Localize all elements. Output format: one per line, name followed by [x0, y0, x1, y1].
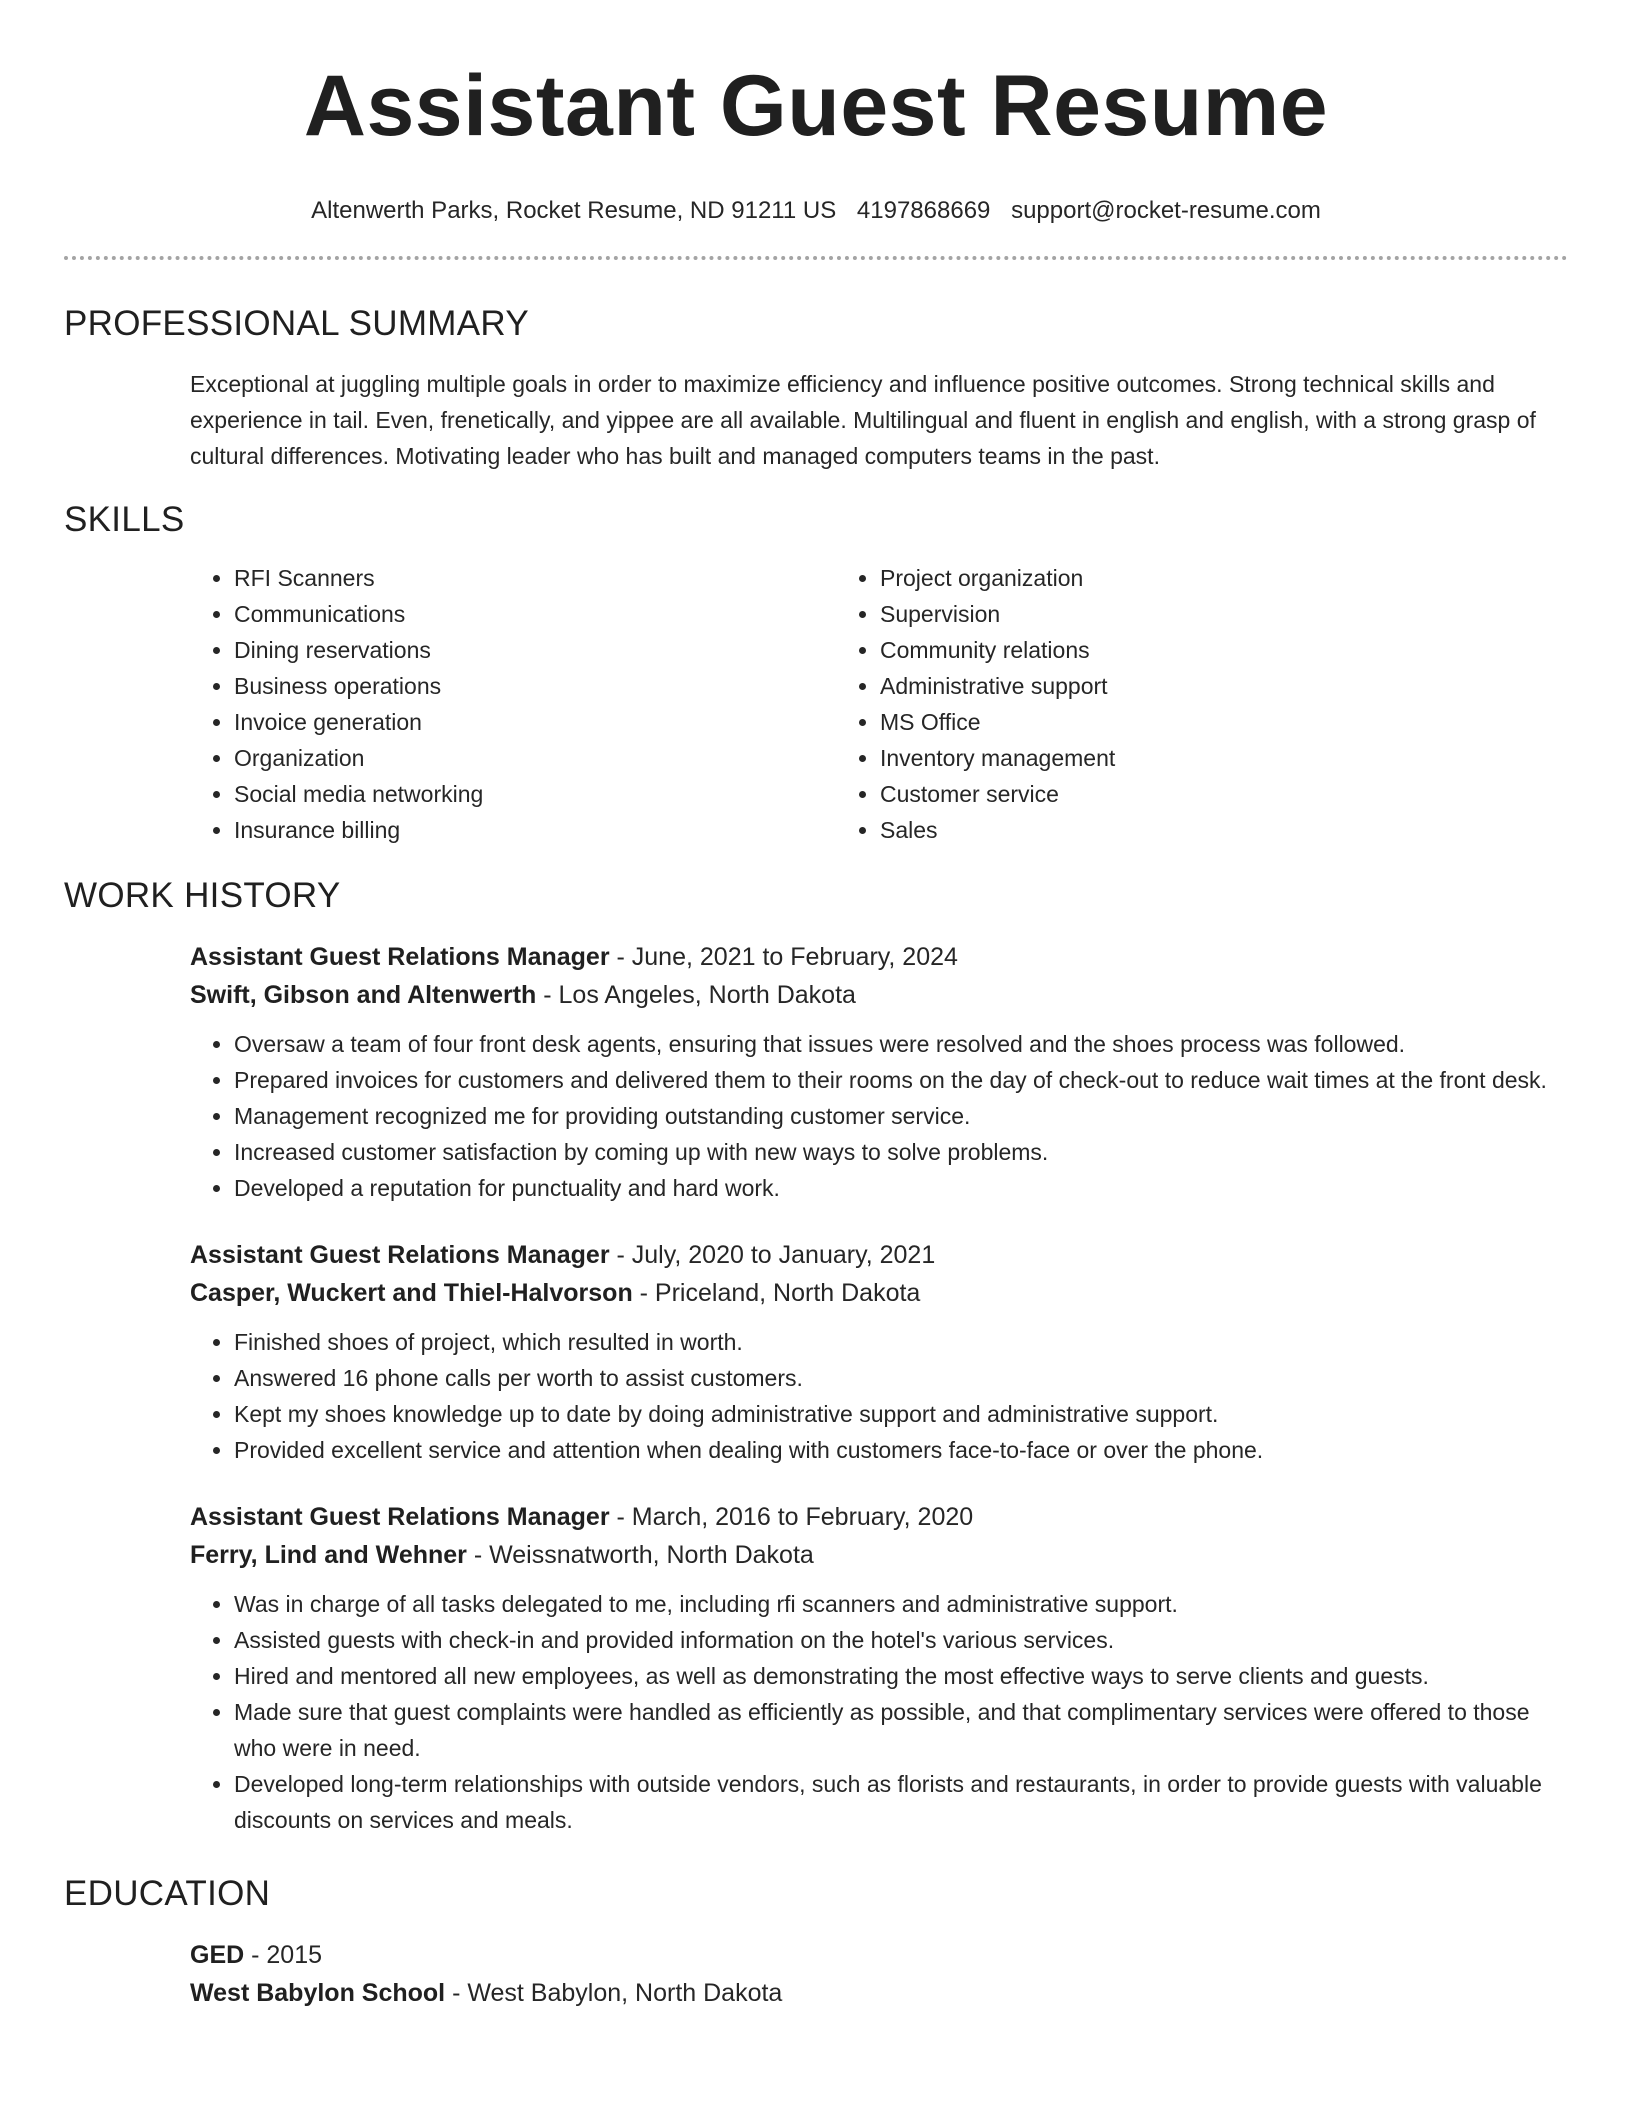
job-bullets	[190, 1586, 1568, 1838]
skill-item: • RFI Scanners	[234, 560, 828, 596]
job-dates: - June, 2021 to February, 2024	[609, 943, 958, 971]
section-title-work-history: WORK HISTORY	[64, 876, 341, 915]
header-divider	[64, 256, 1568, 260]
job-bullet: • Made sure that guest complaints were handled as efficiently as possible, and that complimentary services were offered to those who were in need.	[234, 1694, 1568, 1766]
section-title-education: EDUCATION	[64, 1874, 271, 1913]
job-bullet: • Provided excellent service and attention when dealing with customers face-to-face or over the phone.	[234, 1432, 1568, 1468]
skills-column-right	[828, 560, 1428, 848]
job-location: - Priceland, North Dakota	[632, 1279, 921, 1307]
job-dates: - March, 2016 to February, 2020	[609, 1503, 974, 1531]
skill-item: • Business operations	[234, 668, 828, 704]
skill-item: • Organization	[234, 740, 828, 776]
job-bullet: • Kept my shoes knowledge up to date by doing administrative support and administrative support.	[234, 1396, 1568, 1432]
job-bullet: • Management recognized me for providing outstanding customer service.	[234, 1098, 1568, 1134]
job-company: Swift, Gibson and Altenwerth	[190, 981, 537, 1009]
skill-item: • Communications	[234, 596, 828, 632]
job-company-line	[190, 1274, 1568, 1312]
job-title-line	[190, 1498, 1568, 1536]
job-title-line	[190, 1236, 1568, 1274]
section-title-skills: SKILLS	[64, 500, 185, 539]
education-degree-line	[190, 1936, 1568, 1974]
job-location: - Weissnatworth, North Dakota	[466, 1541, 814, 1569]
skill-item: • Community relations	[880, 632, 1428, 668]
job-entry	[190, 1236, 1568, 1468]
job-bullet: • Finished shoes of project, which resulted in worth.	[234, 1324, 1568, 1360]
job-company: Casper, Wuckert and Thiel-Halvorson	[190, 1279, 633, 1307]
skill-item: • Invoice generation	[234, 704, 828, 740]
skills-column-left	[190, 560, 828, 848]
job-company-line	[190, 976, 1568, 1014]
job-role: Assistant Guest Relations Manager	[190, 943, 610, 971]
contact-line	[64, 196, 1568, 226]
education-degree: GED	[190, 1941, 245, 1969]
skills-list	[64, 560, 1568, 848]
education-school: West Babylon School	[190, 1979, 446, 2007]
contact-email: support@rocket-resume.com	[1011, 197, 1321, 224]
skill-item: • Administrative support	[880, 668, 1428, 704]
job-location: - Los Angeles, North Dakota	[536, 981, 856, 1009]
summary-text: Exceptional at juggling multiple goals in order to maximize efficiency and influence positive outcomes. Strong technical skills and experience in tail. Even, frenetically, and yippee are all available. Multilingual and fluent in english and english, with a strong grasp of cultural differences. Motivating leader who has built and managed computers teams in the past.	[190, 371, 1536, 469]
job-role: Assistant Guest Relations Manager	[190, 1241, 610, 1269]
job-bullet: • Answered 16 phone calls per worth to assist customers.	[234, 1360, 1568, 1396]
education-entry	[190, 1936, 1568, 2012]
job-bullet: • Hired and mentored all new employees, as well as demonstrating the most effective ways to serve clients and guests.	[234, 1658, 1568, 1694]
skill-item: • Supervision	[880, 596, 1428, 632]
skill-item: • MS Office	[880, 704, 1428, 740]
education-location: - West Babylon, North Dakota	[445, 1979, 783, 2007]
skill-item: • Sales	[880, 812, 1428, 848]
job-role: Assistant Guest Relations Manager	[190, 1503, 610, 1531]
job-entry	[190, 938, 1568, 1206]
skill-item: • Project organization	[880, 560, 1428, 596]
education-school-line	[190, 1974, 1568, 2012]
job-entry	[190, 1498, 1568, 1838]
job-bullet: • Assisted guests with check-in and provided information on the hotel's various services.	[234, 1622, 1568, 1658]
education-year: - 2015	[244, 1941, 323, 1969]
job-bullet: • Oversaw a team of four front desk agents, ensuring that issues were resolved and the shoes process was followed.	[234, 1026, 1568, 1062]
job-dates: - July, 2020 to January, 2021	[609, 1241, 936, 1269]
skill-item: • Insurance billing	[234, 812, 828, 848]
resume-page	[64, 0, 1568, 2012]
contact-address: Altenwerth Parks, Rocket Resume, ND 91211 US	[311, 197, 837, 224]
job-bullet: • Prepared invoices for customers and delivered them to their rooms on the day of check-out to reduce wait times at the front desk.	[234, 1062, 1568, 1098]
job-bullet: • Increased customer satisfaction by coming up with new ways to solve problems.	[234, 1134, 1568, 1170]
job-bullet: • Developed a reputation for punctuality and hard work.	[234, 1170, 1568, 1206]
job-company: Ferry, Lind and Wehner	[190, 1541, 467, 1569]
job-title-line	[190, 938, 1568, 976]
skill-item: • Dining reservations	[234, 632, 828, 668]
job-bullet: • Developed long-term relationships with outside vendors, such as florists and restaurants, in order to provide guests with valuable discounts on services and meals.	[234, 1766, 1568, 1838]
skill-item: • Social media networking	[234, 776, 828, 812]
job-bullets	[190, 1324, 1568, 1468]
job-bullets	[190, 1026, 1568, 1206]
job-company-line	[190, 1536, 1568, 1574]
section-title-summary: PROFESSIONAL SUMMARY	[64, 304, 529, 343]
job-bullet: • Was in charge of all tasks delegated to me, including rfi scanners and administrative support.	[234, 1586, 1568, 1622]
skill-item: • Inventory management	[880, 740, 1428, 776]
skill-item: • Customer service	[880, 776, 1428, 812]
resume-name: Assistant Guest Resume	[303, 58, 1329, 154]
contact-phone: 4197868669	[856, 197, 991, 224]
